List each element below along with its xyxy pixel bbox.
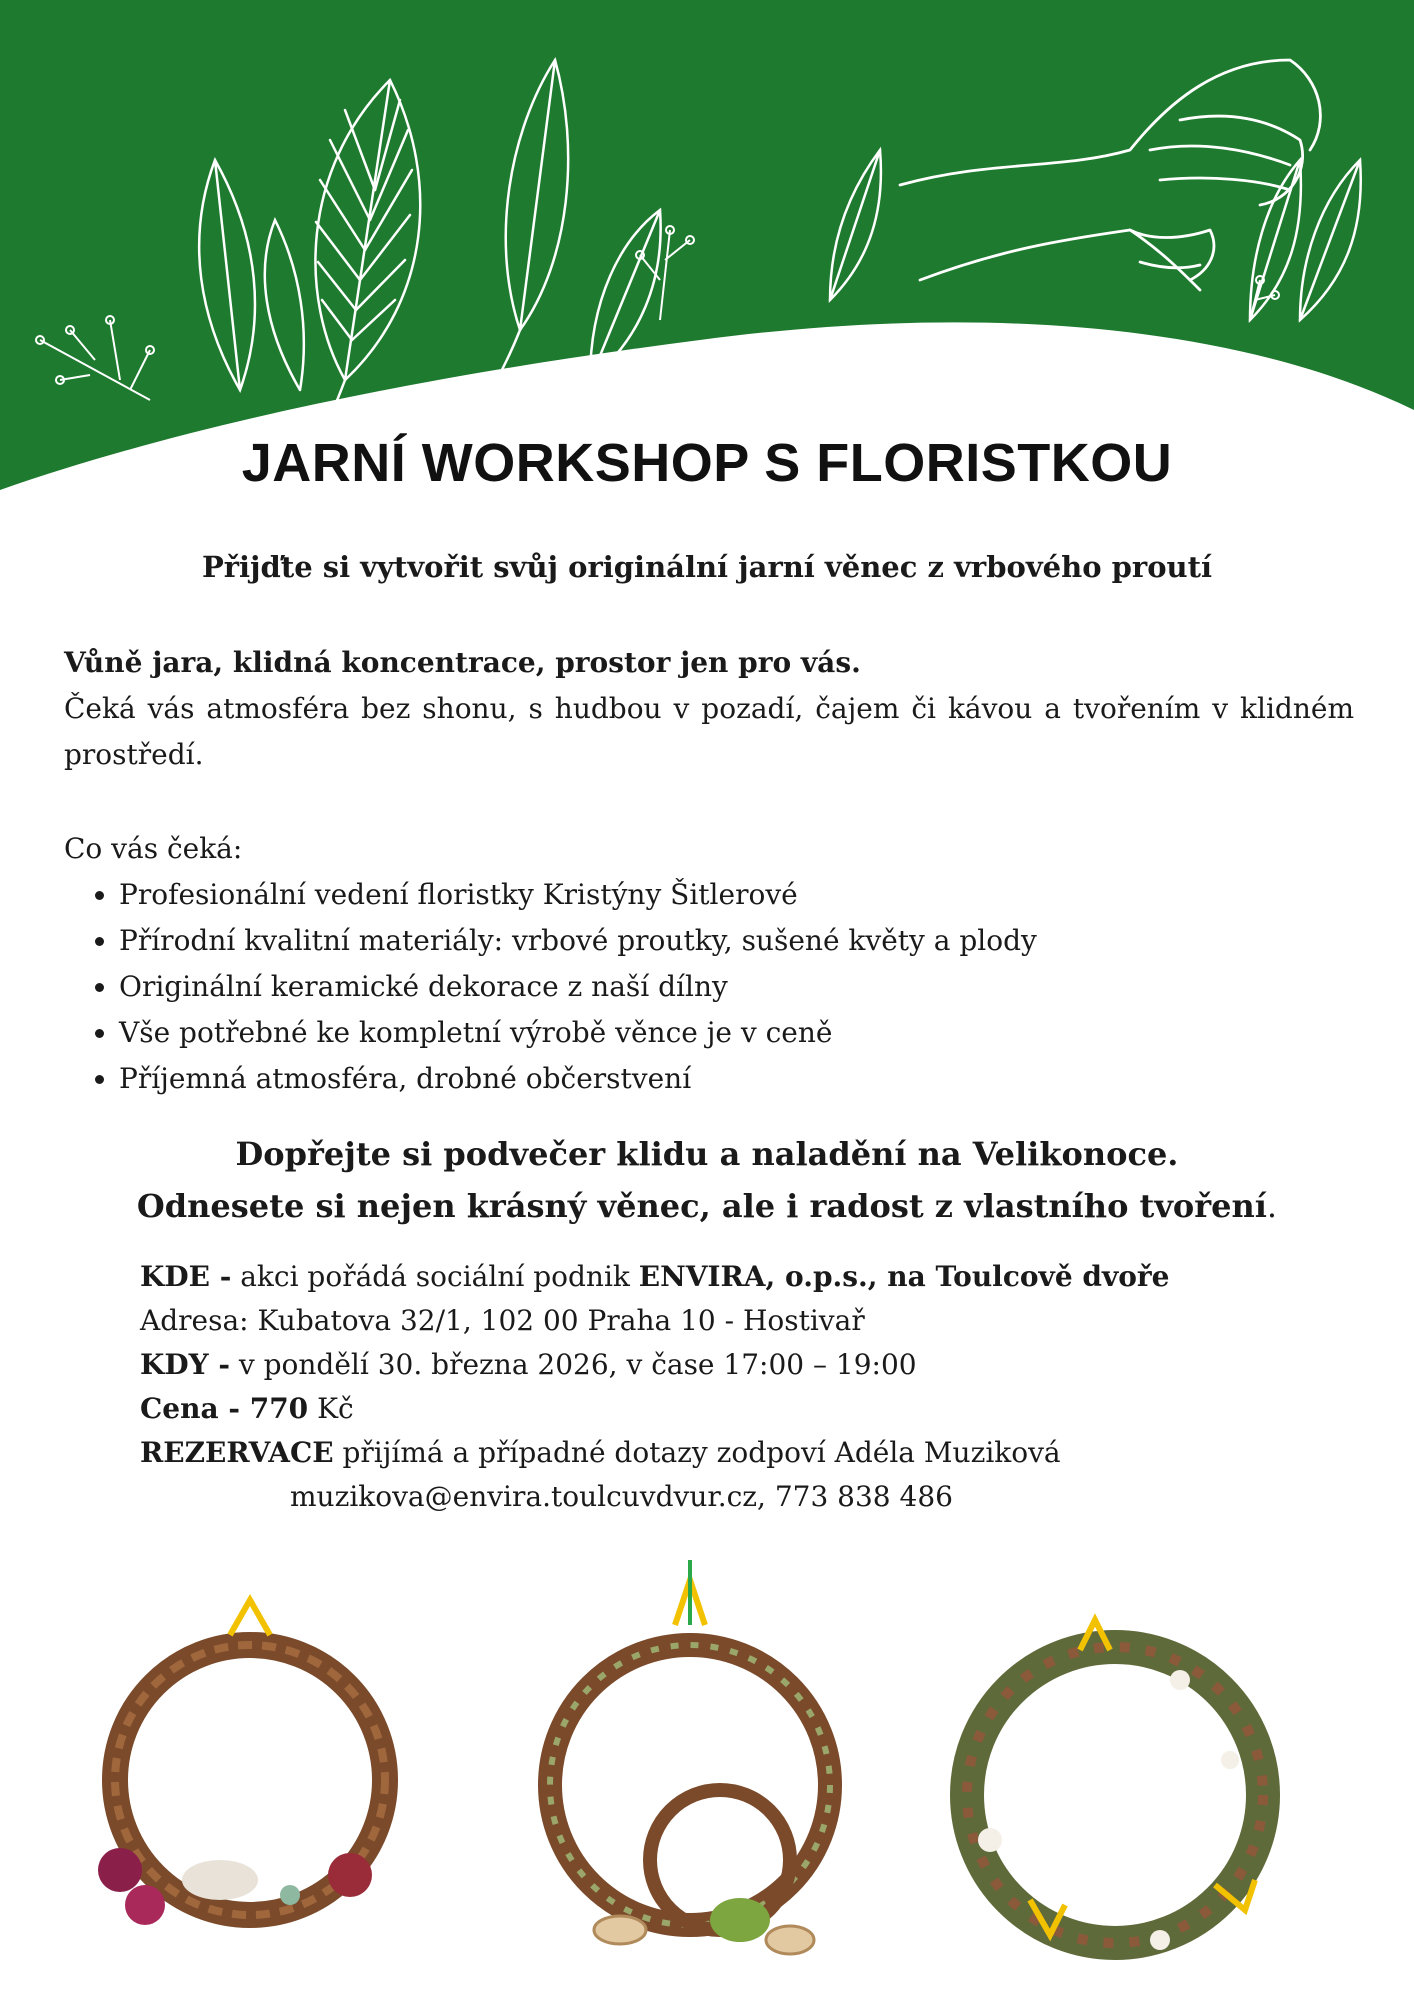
list-item: • Originální keramické dekorace z naší dílny	[119, 964, 1037, 1010]
wreath-photos	[0, 1540, 1414, 2000]
price-label: Cena -	[140, 1392, 250, 1425]
event-info	[140, 1255, 1169, 1519]
price-unit: Kč	[308, 1392, 354, 1425]
when-row	[140, 1343, 1169, 1387]
reservation-row	[140, 1431, 1169, 1475]
offer-section	[64, 826, 1037, 1102]
when-label: KDY -	[140, 1348, 230, 1381]
intro-lead: Vůně jara, klidná koncentrace, prostor jen pro vás.	[64, 646, 861, 679]
list-item: • Přírodní kvalitní materiály: vrbové proutky, sušené květy a plody	[119, 918, 1037, 964]
where-row	[140, 1255, 1169, 1299]
offer-list	[64, 872, 1037, 1102]
contact-info: muzikova@envira.toulcuvdvur.cz, 773 838 486	[290, 1480, 953, 1513]
offer-heading: Co vás čeká:	[64, 832, 243, 865]
wreath-photo-3	[967, 1620, 1263, 1950]
wreath-photo-2	[550, 1560, 830, 1954]
wreath-photo-1	[98, 1600, 385, 1925]
closing-statement	[0, 1128, 1414, 1232]
when-text: v pondělí 30. března 2026, v čase 17:00 – 19:00	[229, 1348, 917, 1381]
page-title: JARNÍ WORKSHOP S FLORISTKOU	[241, 433, 1173, 493]
reservation-text: přijímá a případné dotazy zodpoví Adéla Muziková	[333, 1436, 1061, 1469]
closing-line-1: Dopřejte si podvečer klidu a naladění na Velikonoce.	[235, 1135, 1179, 1173]
closing-line-2: Odnesete si nejen krásný věnec, ale i radost z vlastního tvoření	[136, 1187, 1267, 1225]
price-row	[140, 1387, 1169, 1431]
list-item: • Profesionální vedení floristky Kristýny Šitlerové	[119, 872, 1037, 918]
address: Adresa: Kubatova 32/1, 102 00 Praha 10 - Hostivař	[140, 1304, 865, 1337]
intro-text: Čeká vás atmosféra bez shonu, s hudbou v pozadí, čajem či kávou a tvořením v klidném prostředí.	[64, 692, 1354, 771]
where-text: akci pořádá sociální podnik	[231, 1260, 639, 1293]
list-item: • Vše potřebné ke kompletní výrobě věnce je v ceně	[119, 1010, 1037, 1056]
page-subtitle: Přijďte si vytvořit svůj originální jarní věnec z vrbového proutí	[201, 550, 1213, 584]
where-org: ENVIRA, o.p.s., na Toulcově dvoře	[638, 1260, 1170, 1293]
list-item: • Příjemná atmosféra, drobné občerstvení	[119, 1056, 1037, 1102]
green-wave-background	[0, 0, 1414, 490]
closing-line-2-end: .	[1266, 1187, 1278, 1225]
intro-paragraph	[64, 640, 1354, 778]
where-label: KDE -	[140, 1260, 232, 1293]
price-value: 770	[249, 1392, 309, 1425]
reservation-label: REZERVACE	[140, 1436, 334, 1469]
